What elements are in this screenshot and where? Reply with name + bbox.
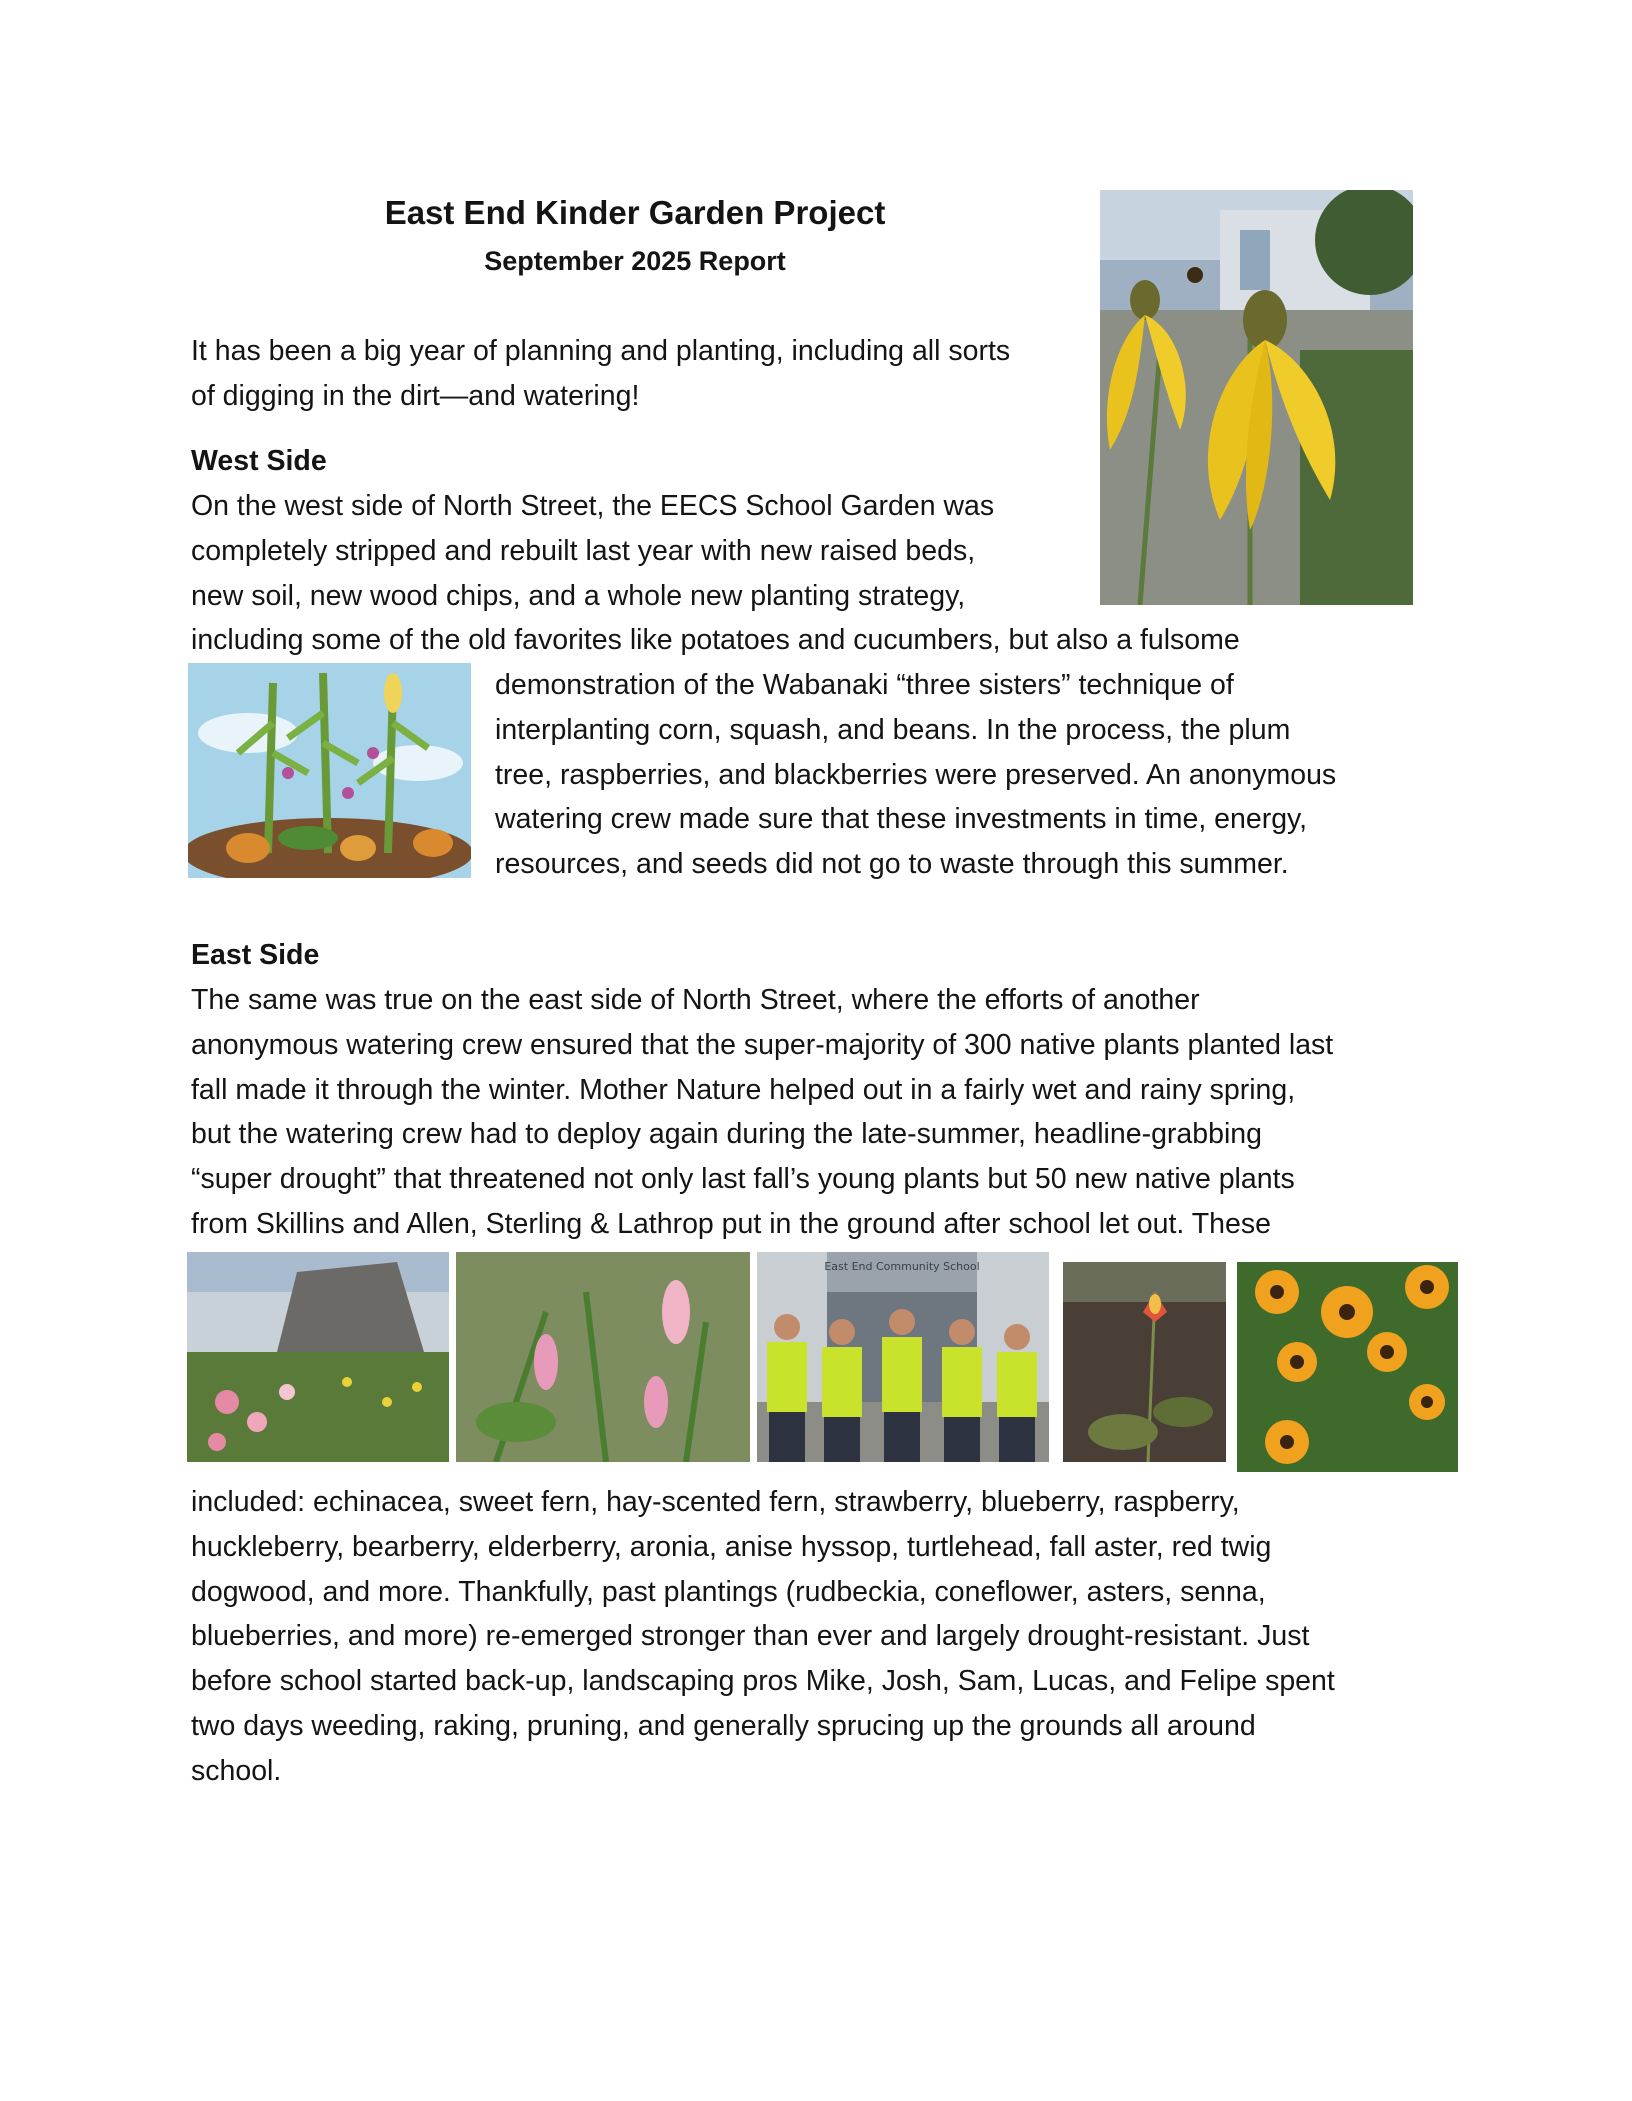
west-line: watering crew made sure that these investments in time, energy,: [495, 803, 1308, 835]
east-line: fall made it through the winter. Mother Nature helped out in a fairly wet and rainy spring,: [191, 1074, 1296, 1106]
west-line: resources, and seeds did not go to waste through this summer.: [495, 848, 1289, 880]
west-line: new soil, new wood chips, and a whole new planting strategy,: [191, 580, 966, 612]
west-line: completely stripped and rebuilt last year with new raised beds,: [191, 535, 976, 567]
east-line: The same was true on the east side of North Street, where the efforts of another: [191, 984, 1200, 1016]
page-title: East End Kinder Garden Project: [384, 194, 886, 231]
east-line: but the watering crew had to deploy again during the late-summer, headline-grabbing: [191, 1118, 1263, 1150]
east-line: school.: [191, 1755, 282, 1787]
coneflower-photo: [1100, 190, 1413, 605]
east-line: from Skillins and Allen, Sterling & Lathrop put in the ground after school let out. These: [191, 1208, 1271, 1240]
east-line: included: echinacea, sweet fern, hay-scented fern, strawberry, blueberry, raspberry,: [191, 1486, 1240, 1518]
spirea-photo: [456, 1252, 750, 1462]
school-sign-text: East End Community School: [824, 1260, 980, 1273]
east-line: dogwood, and more. Thankfully, past plantings (rudbeckia, coneflower, asters, senna,: [191, 1576, 1266, 1608]
west-line: tree, raspberries, and blackberries were preserved. An anonymous: [495, 759, 1337, 791]
east-line: huckleberry, bearberry, elderberry, aronia, anise hyssop, turtlehead, fall aster, red twig: [191, 1531, 1272, 1563]
east-line: blueberries, and more) re-emerged stronger than ever and largely drought-resistant. Just: [191, 1620, 1310, 1652]
columbine-photo: [1063, 1262, 1226, 1462]
intro-line: of digging in the dirt—and watering!: [191, 380, 640, 412]
west-side-heading: West Side: [191, 445, 327, 477]
west-line: demonstration of the Wabanaki “three sisters” technique of: [495, 669, 1234, 701]
garden-rock-photo: [187, 1252, 449, 1462]
east-line: anonymous watering crew ensured that the super-majority of 300 native plants planted last: [191, 1029, 1334, 1061]
east-line: “super drought” that threatened not only last fall’s young plants but 50 new native plants: [191, 1163, 1295, 1195]
page-subtitle: September 2025 Report: [484, 246, 786, 276]
west-line: interplanting corn, squash, and beans. In the process, the plum: [495, 714, 1291, 746]
black-eyed-susan-photo: [1237, 1262, 1458, 1472]
west-line: including some of the old favorites like potatoes and cucumbers, but also a fulsome: [191, 624, 1240, 656]
east-line: two days weeding, raking, pruning, and generally sprucing up the grounds all around: [191, 1710, 1256, 1742]
three-sisters-illustration: [188, 663, 471, 878]
east-side-heading: East Side: [191, 939, 320, 971]
east-line: before school started back-up, landscaping pros Mike, Josh, Sam, Lucas, and Felipe spent: [191, 1665, 1335, 1697]
landscaping-crew-photo: [757, 1252, 1049, 1462]
intro-line: It has been a big year of planning and planting, including all sorts: [191, 335, 1011, 367]
west-line: On the west side of North Street, the EECS School Garden was: [191, 490, 995, 522]
